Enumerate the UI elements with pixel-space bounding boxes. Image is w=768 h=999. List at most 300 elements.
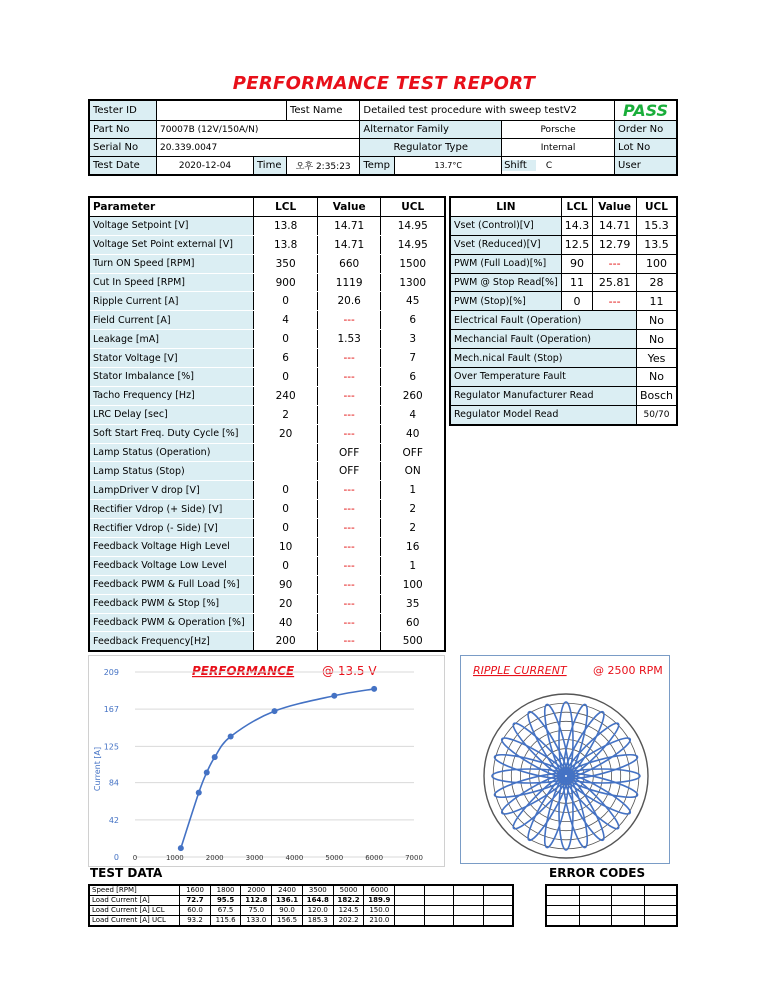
test-data-title: TEST DATA xyxy=(90,866,163,880)
y-tick-label: 167 xyxy=(103,705,119,715)
test-data-cell xyxy=(395,896,424,906)
test-data-row xyxy=(89,896,513,906)
error-code-row xyxy=(546,906,677,916)
test-data-cell xyxy=(483,885,513,896)
lin-status-value: 50/70 xyxy=(636,405,677,424)
param-row xyxy=(89,519,445,538)
performance-chart-panel xyxy=(88,655,445,867)
error-codes-table xyxy=(545,884,678,927)
chart-title: PERFORMANCE xyxy=(192,664,295,678)
header-table xyxy=(88,99,678,176)
test-data-table xyxy=(88,884,514,927)
param-name: Feedback Frequency[Hz] xyxy=(89,632,254,651)
error-code-cell xyxy=(612,916,645,927)
test-data-cell: 75.0 xyxy=(241,906,272,916)
test-data-cell: 72.7 xyxy=(180,896,211,906)
error-code-cell xyxy=(644,885,677,896)
x-tick-label: 4000 xyxy=(285,854,304,862)
error-code-cell xyxy=(612,896,645,906)
lin-status-row xyxy=(450,386,677,405)
serial-no-label: Serial No xyxy=(89,139,157,157)
lin-status-value: Bosch xyxy=(636,386,677,405)
param-value: --- xyxy=(317,386,381,405)
param-name: Stator Voltage [V] xyxy=(89,349,254,368)
param-lcl: 0 xyxy=(254,368,318,387)
param-name: Rectifier Vdrop (- Side) [V] xyxy=(89,519,254,538)
y-tick-label: 125 xyxy=(103,742,119,752)
param-lcl: 900 xyxy=(254,273,318,292)
lin-name: PWM @ Stop Read[%] xyxy=(450,273,561,292)
param-ucl: 16 xyxy=(381,538,445,557)
test-data-cell xyxy=(454,896,483,906)
x-tick-label: 2000 xyxy=(205,854,224,862)
test-data-cell xyxy=(454,906,483,916)
data-point xyxy=(204,769,210,775)
param-lcl: 6 xyxy=(254,349,318,368)
param-ucl: 14.95 xyxy=(381,235,445,254)
lin-ucl-col-header: UCL xyxy=(636,197,677,216)
param-value: OFF xyxy=(317,443,381,462)
test-data-cell: 90.0 xyxy=(272,906,303,916)
param-name: Cut In Speed [RPM] xyxy=(89,273,254,292)
param-name: Soft Start Freq. Duty Cycle [%] xyxy=(89,424,254,443)
test-data-cell: 6000 xyxy=(364,885,395,896)
param-name: Rectifier Vdrop (+ Side) [V] xyxy=(89,500,254,519)
error-code-row xyxy=(546,885,677,896)
param-ucl: 6 xyxy=(381,311,445,330)
lin-table xyxy=(449,196,678,426)
error-code-cell xyxy=(546,906,579,916)
test-data-cell: 210.0 xyxy=(364,916,395,927)
param-value: 660 xyxy=(317,254,381,273)
param-lcl: 0 xyxy=(254,292,318,311)
part-no-label: Part No xyxy=(89,121,157,139)
lin-status-value: No xyxy=(636,330,677,349)
lin-status-row xyxy=(450,311,677,330)
param-row xyxy=(89,386,445,405)
x-tick-label: 6000 xyxy=(365,854,384,862)
lcl-col-header: LCL xyxy=(254,197,318,216)
regulator-type-label: Regulator Type xyxy=(360,139,502,157)
param-row xyxy=(89,443,445,462)
param-row xyxy=(89,500,445,519)
param-col-header: Parameter xyxy=(89,197,254,216)
chart-condition: @ 13.5 V xyxy=(322,664,377,678)
param-value: --- xyxy=(317,481,381,500)
ripple-condition: @ 2500 RPM xyxy=(593,664,663,677)
param-ucl: 7 xyxy=(381,349,445,368)
ripple-current-panel xyxy=(460,655,670,864)
param-row xyxy=(89,273,445,292)
tester-id-value xyxy=(157,100,287,121)
lin-row xyxy=(450,235,677,254)
param-lcl xyxy=(254,462,318,481)
data-point xyxy=(371,686,377,692)
param-value: 14.71 xyxy=(317,235,381,254)
param-lcl: 350 xyxy=(254,254,318,273)
param-value: 14.71 xyxy=(317,216,381,235)
param-row xyxy=(89,481,445,500)
test-data-row-label: Load Current [A] LCL xyxy=(89,906,180,916)
param-value: --- xyxy=(317,349,381,368)
test-data-cell: 93.2 xyxy=(180,916,211,927)
param-value: --- xyxy=(317,538,381,557)
performance-chart xyxy=(89,656,444,866)
param-value: --- xyxy=(317,632,381,651)
test-data-cell: 60.0 xyxy=(180,906,211,916)
param-name: Feedback PWM & Stop [%] xyxy=(89,594,254,613)
lin-status-row xyxy=(450,330,677,349)
param-name: Voltage Setpoint [V] xyxy=(89,216,254,235)
param-value: --- xyxy=(317,405,381,424)
test-data-cell: 182.2 xyxy=(333,896,364,906)
alternator-family-value: Porsche xyxy=(502,121,615,139)
param-value: --- xyxy=(317,613,381,632)
lin-name: Vset (Reduced)[V] xyxy=(450,235,561,254)
param-name: Stator Imbalance [%] xyxy=(89,368,254,387)
param-row xyxy=(89,330,445,349)
time-value: 오후 2:35:23 xyxy=(287,157,360,176)
param-name: Tacho Frequency [Hz] xyxy=(89,386,254,405)
test-data-cell: 2000 xyxy=(241,885,272,896)
lin-status-name: Mechancial Fault (Operation) xyxy=(450,330,636,349)
lot-no-label: Lot No xyxy=(615,139,677,157)
test-data-cell xyxy=(424,896,453,906)
x-tick-label: 1000 xyxy=(165,854,184,862)
test-data-cell: 95.5 xyxy=(210,896,241,906)
x-tick-label: 7000 xyxy=(405,854,423,862)
error-code-row xyxy=(546,916,677,927)
param-name: Lamp Status (Stop) xyxy=(89,462,254,481)
result-badge: PASS xyxy=(615,100,677,121)
param-value: --- xyxy=(317,500,381,519)
param-ucl: 1 xyxy=(381,556,445,575)
lin-name: PWM (Stop)[%] xyxy=(450,292,561,311)
test-data-cell xyxy=(483,896,513,906)
temp-value: 13.7°C xyxy=(395,157,502,176)
lin-value: 14.71 xyxy=(593,216,637,235)
param-row xyxy=(89,368,445,387)
temp-label: Temp xyxy=(360,157,395,176)
test-data-cell xyxy=(395,885,424,896)
error-code-cell xyxy=(546,896,579,906)
lin-lcl-col-header: LCL xyxy=(561,197,593,216)
value-col-header: Value xyxy=(317,197,381,216)
param-ucl: 3 xyxy=(381,330,445,349)
lin-row xyxy=(450,273,677,292)
shift-cell xyxy=(502,157,615,176)
x-tick-label: 0 xyxy=(132,854,138,862)
param-name: LRC Delay [sec] xyxy=(89,405,254,424)
lin-status-name: Electrical Fault (Operation) xyxy=(450,311,636,330)
param-lcl: 4 xyxy=(254,311,318,330)
param-value: --- xyxy=(317,594,381,613)
lin-ucl: 100 xyxy=(636,254,677,273)
data-point xyxy=(178,845,184,851)
param-row xyxy=(89,462,445,481)
error-code-cell xyxy=(644,916,677,927)
lin-ucl: 13.5 xyxy=(636,235,677,254)
lin-rows xyxy=(450,216,677,424)
x-tick-label: 5000 xyxy=(325,854,344,862)
ripple-rings xyxy=(484,694,648,858)
test-data-cell: 185.3 xyxy=(302,916,333,927)
data-point xyxy=(228,734,234,740)
param-name: LampDriver V drop [V] xyxy=(89,481,254,500)
ripple-ring xyxy=(484,694,648,858)
param-row xyxy=(89,424,445,443)
lin-status-row xyxy=(450,405,677,424)
ucl-col-header: UCL xyxy=(381,197,445,216)
param-ucl: 1300 xyxy=(381,273,445,292)
test-data-cell: 202.2 xyxy=(333,916,364,927)
lin-row xyxy=(450,292,677,311)
lin-ucl: 28 xyxy=(636,273,677,292)
lin-value: 12.79 xyxy=(593,235,637,254)
param-lcl: 10 xyxy=(254,538,318,557)
test-date-label: Test Date xyxy=(89,157,157,176)
param-row xyxy=(89,235,445,254)
test-data-row-label: Load Current [A] xyxy=(89,896,180,906)
lin-lcl: 0 xyxy=(561,292,593,311)
param-value: --- xyxy=(317,519,381,538)
param-row xyxy=(89,349,445,368)
shift-value: C xyxy=(545,161,553,171)
param-name: Feedback PWM & Operation [%] xyxy=(89,613,254,632)
lin-status-value: No xyxy=(636,368,677,387)
test-data-row-label: Speed [RPM] xyxy=(89,885,180,896)
lin-status-row xyxy=(450,349,677,368)
param-ucl: 45 xyxy=(381,292,445,311)
test-data-cell: 124.5 xyxy=(333,906,364,916)
lin-status-value: Yes xyxy=(636,349,677,368)
test-data-cell: 2400 xyxy=(272,885,303,896)
data-point xyxy=(212,754,218,760)
test-data-cell: 115.6 xyxy=(210,916,241,927)
param-value: --- xyxy=(317,368,381,387)
test-data-cell xyxy=(395,916,424,927)
param-ucl: 4 xyxy=(381,405,445,424)
param-value: 1119 xyxy=(317,273,381,292)
lin-row xyxy=(450,216,677,235)
report-title: PERFORMANCE TEST REPORT xyxy=(232,73,536,94)
param-name: Feedback PWM & Full Load [%] xyxy=(89,575,254,594)
chart-grid xyxy=(135,672,414,857)
error-code-cell xyxy=(579,885,612,896)
test-data-cell xyxy=(424,916,453,927)
param-row xyxy=(89,254,445,273)
param-row xyxy=(89,216,445,235)
lin-lcl: 11 xyxy=(561,273,593,292)
lin-value: --- xyxy=(593,292,637,311)
order-no-label: Order No xyxy=(615,121,677,139)
error-code-cell xyxy=(579,896,612,906)
param-lcl: 240 xyxy=(254,386,318,405)
param-name: Lamp Status (Operation) xyxy=(89,443,254,462)
test-data-cell xyxy=(424,906,453,916)
shift-label: Shift xyxy=(502,160,536,171)
param-lcl: 20 xyxy=(254,594,318,613)
error-code-cell xyxy=(579,906,612,916)
lin-status-name: Mech.nical Fault (Stop) xyxy=(450,349,636,368)
param-name: Field Current [A] xyxy=(89,311,254,330)
param-value: 1.53 xyxy=(317,330,381,349)
lin-value: 25.81 xyxy=(593,273,637,292)
param-lcl: 40 xyxy=(254,613,318,632)
test-data-cell: 1800 xyxy=(210,885,241,896)
data-point xyxy=(272,708,278,714)
test-data-cell: 150.0 xyxy=(364,906,395,916)
regulator-type-value: Internal xyxy=(502,139,615,157)
param-lcl: 0 xyxy=(254,500,318,519)
lin-lcl: 12.5 xyxy=(561,235,593,254)
test-data-cell: 164.8 xyxy=(302,896,333,906)
param-ucl: 260 xyxy=(381,386,445,405)
series-line xyxy=(181,689,374,848)
test-data-cell: 189.9 xyxy=(364,896,395,906)
test-data-cell xyxy=(395,906,424,916)
test-date-value: 2020-12-04 xyxy=(157,157,254,176)
param-row xyxy=(89,556,445,575)
tester-id-label: Tester ID xyxy=(89,100,157,121)
param-row xyxy=(89,538,445,557)
parameter-table xyxy=(88,196,446,652)
param-lcl: 2 xyxy=(254,405,318,424)
error-codes-title: ERROR CODES xyxy=(549,866,646,880)
ripple-title: RIPPLE CURRENT xyxy=(473,664,567,677)
error-code-cell xyxy=(612,906,645,916)
data-point xyxy=(331,693,337,699)
test-data-cell xyxy=(483,906,513,916)
test-data-cell xyxy=(483,916,513,927)
param-ucl: ON xyxy=(381,462,445,481)
param-row xyxy=(89,405,445,424)
test-data-row xyxy=(89,916,513,927)
lin-ucl: 15.3 xyxy=(636,216,677,235)
error-code-cell xyxy=(546,885,579,896)
test-name-value: Detailed test procedure with sweep testV2 xyxy=(360,100,615,121)
lin-status-name: Over Temperature Fault xyxy=(450,368,636,387)
chart-tick-labels xyxy=(104,668,423,862)
data-point xyxy=(196,790,202,796)
test-data-cell: 120.0 xyxy=(302,906,333,916)
test-data-row xyxy=(89,885,513,896)
param-ucl: 35 xyxy=(381,594,445,613)
y-tick-label: 209 xyxy=(103,668,119,677)
lin-ucl: 11 xyxy=(636,292,677,311)
test-data-cell: 112.8 xyxy=(241,896,272,906)
param-ucl: 1500 xyxy=(381,254,445,273)
param-value: 20.6 xyxy=(317,292,381,311)
param-lcl: 0 xyxy=(254,519,318,538)
param-ucl: 40 xyxy=(381,424,445,443)
param-name: Turn ON Speed [RPM] xyxy=(89,254,254,273)
lin-value-col-header: Value xyxy=(593,197,637,216)
param-row xyxy=(89,594,445,613)
user-label: User xyxy=(615,157,677,176)
param-ucl: 1 xyxy=(381,481,445,500)
test-data-row xyxy=(89,906,513,916)
param-lcl: 20 xyxy=(254,424,318,443)
param-row xyxy=(89,575,445,594)
error-code-cell xyxy=(579,916,612,927)
param-name: Feedback Voltage Low Level xyxy=(89,556,254,575)
lin-name: PWM (Full Load)[%] xyxy=(450,254,561,273)
lin-status-value: No xyxy=(636,311,677,330)
error-code-cell xyxy=(612,885,645,896)
lin-lcl: 14.3 xyxy=(561,216,593,235)
param-name: Voltage Set Point external [V] xyxy=(89,235,254,254)
time-label: Time xyxy=(254,157,287,176)
param-ucl: 60 xyxy=(381,613,445,632)
param-row xyxy=(89,311,445,330)
param-ucl: 14.95 xyxy=(381,216,445,235)
lin-col-header: LIN xyxy=(450,197,561,216)
test-name-label: Test Name xyxy=(287,100,360,121)
param-value: --- xyxy=(317,556,381,575)
param-lcl: 90 xyxy=(254,575,318,594)
x-tick-label: 3000 xyxy=(245,854,264,862)
error-code-cell xyxy=(644,896,677,906)
serial-no-value: 20.339.0047 xyxy=(157,139,360,157)
test-data-cell: 1600 xyxy=(180,885,211,896)
test-data-cell: 67.5 xyxy=(210,906,241,916)
param-name: Leakage [mA] xyxy=(89,330,254,349)
y-tick-label: 42 xyxy=(108,815,119,825)
lin-value: --- xyxy=(593,254,637,273)
param-lcl: 13.8 xyxy=(254,235,318,254)
param-ucl: 500 xyxy=(381,632,445,651)
test-data-cell: 156.5 xyxy=(272,916,303,927)
y-tick-label: 0 xyxy=(113,853,119,862)
test-data-cell xyxy=(454,916,483,927)
alternator-family-label: Alternator Family xyxy=(360,121,502,139)
test-data-cell: 133.0 xyxy=(241,916,272,927)
param-lcl: 0 xyxy=(254,330,318,349)
test-data-row-label: Load Current [A] UCL xyxy=(89,916,180,927)
param-row xyxy=(89,632,445,651)
param-name: Ripple Current [A] xyxy=(89,292,254,311)
param-value: --- xyxy=(317,424,381,443)
param-ucl: 6 xyxy=(381,368,445,387)
y-tick-label: 84 xyxy=(108,778,119,788)
param-row xyxy=(89,292,445,311)
param-lcl: 0 xyxy=(254,481,318,500)
param-value: --- xyxy=(317,575,381,594)
param-ucl: 2 xyxy=(381,519,445,538)
part-no-value: 70007B (12V/150A/N) xyxy=(157,121,360,139)
param-lcl: 0 xyxy=(254,556,318,575)
param-ucl: 100 xyxy=(381,575,445,594)
error-code-cell xyxy=(644,906,677,916)
ripple-current-plot xyxy=(461,656,669,863)
param-lcl: 200 xyxy=(254,632,318,651)
param-row xyxy=(89,613,445,632)
test-data-cell: 136.1 xyxy=(272,896,303,906)
y-axis-label: Current [A] xyxy=(93,746,102,792)
test-data-cell: 3500 xyxy=(302,885,333,896)
error-code-cell xyxy=(546,916,579,927)
lin-status-name: Regulator Manufacturer Read xyxy=(450,386,636,405)
lin-row xyxy=(450,254,677,273)
test-data-cell xyxy=(424,885,453,896)
error-code-row xyxy=(546,896,677,906)
param-value: --- xyxy=(317,311,381,330)
parameter-rows xyxy=(89,216,445,651)
lin-lcl: 90 xyxy=(561,254,593,273)
param-ucl: 2 xyxy=(381,500,445,519)
param-lcl: 13.8 xyxy=(254,216,318,235)
